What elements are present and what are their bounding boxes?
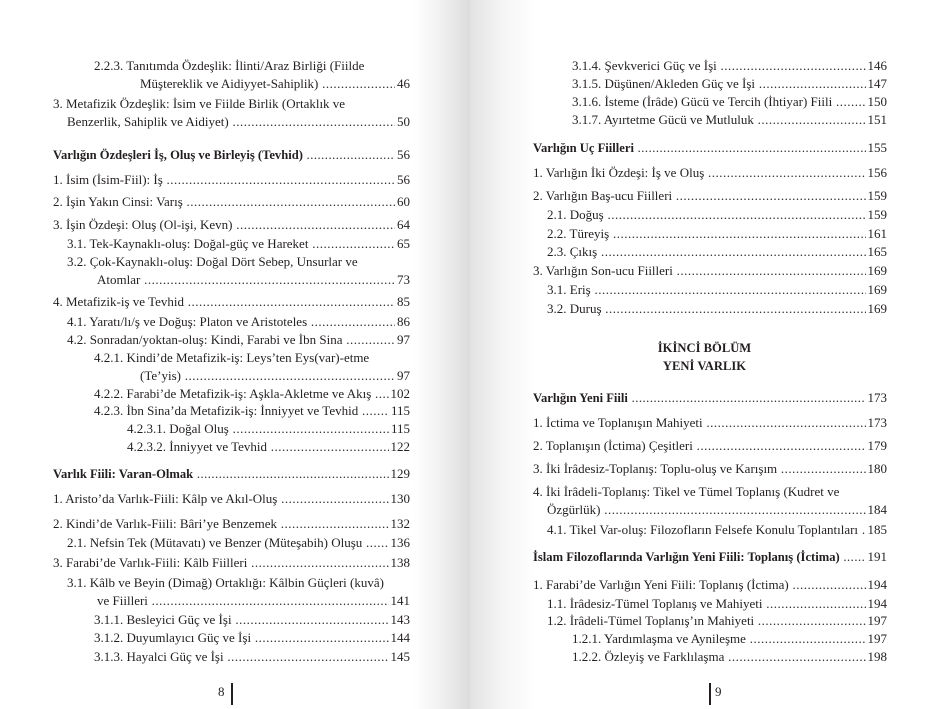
toc-entry[interactable] (67, 574, 410, 610)
toc-entry-title: ve Fiilleri ..... (97, 593, 410, 608)
toc-entry-title: Varlığın Özdeşleri İş, Oluş ve Birleyiş (Tevhid) ..... (53, 148, 410, 162)
toc-entry-title: 3.2. Çok-Kaynaklı-oluş: Doğal Dört Sebep, Unsurlar ve (67, 254, 358, 269)
toc-entry-title: 3. Varlığın Son-ucu Fiilleri ..... (533, 263, 887, 278)
toc-entry[interactable] (53, 554, 410, 572)
toc-entry-title: Müştereklik ve Aidiyyet-Sahiplik) ..... (140, 76, 410, 91)
toc-entry-title: 4.2.3. İbn Sina’da Metafizik-iş: İnniyyet ve Tevhid ..... (94, 403, 410, 418)
toc-entry-page: 50 (397, 114, 410, 129)
toc-entry-title: 4. İki İrâdeli-Toplanış: Tikel ve Tümel Toplanış (Kudret ve (533, 484, 840, 499)
toc-entry-page: 65 (397, 236, 410, 251)
toc-entry-title: 3.1.4. Şevkverici Güç ve İşi ..... (572, 58, 887, 73)
toc-entry[interactable] (547, 300, 887, 318)
toc-entry[interactable] (547, 595, 887, 613)
toc-section-heading[interactable] (533, 139, 887, 157)
toc-entry-title: 2. İşin Yakın Cinsi: Varış ..... (53, 194, 410, 209)
toc-entry[interactable] (67, 313, 410, 331)
toc-entry[interactable] (572, 93, 887, 111)
toc-entry-title: 4.2.2. Farabi’de Metafizik-iş: Aşkla-Akletme ve Akış ..... (94, 386, 410, 401)
toc-entry[interactable] (127, 420, 410, 438)
toc-entry-page: 60 (397, 194, 410, 209)
toc-entry[interactable] (94, 349, 410, 385)
toc-entry-page: 180 (867, 461, 887, 476)
toc-entry[interactable] (53, 515, 410, 533)
toc-entry[interactable] (547, 521, 887, 539)
toc-entry-title: 1. Farabi’de Varlığın Yeni Fiili: Toplanış (İctima) ..... (533, 577, 887, 592)
toc-entry-title: Varlığın Yeni Fiili ..... (533, 391, 887, 405)
toc-entry-page: 56 (397, 172, 410, 187)
toc-entry-page: 130 (390, 491, 410, 506)
toc-entry-title: Atomlar ..... (97, 272, 410, 287)
toc-entry[interactable] (94, 385, 410, 403)
toc-entry-page: 197 (867, 631, 887, 646)
toc-entry-page: 191 (867, 549, 887, 564)
toc-entry-page: 97 (397, 368, 410, 383)
toc-entry[interactable] (547, 243, 887, 261)
toc-entry-page: 155 (867, 140, 887, 155)
toc-section-heading[interactable] (533, 548, 887, 566)
toc-entry[interactable] (67, 331, 410, 349)
toc-entry-page: 165 (867, 244, 887, 259)
toc-entry-title: 1.2. İrâdeli-Tümel Toplanış’ın Mahiyeti ..... (547, 613, 887, 628)
toc-entry[interactable] (53, 171, 410, 189)
toc-entry-page: 86 (397, 314, 410, 329)
toc-entry-page: 73 (397, 272, 410, 287)
toc-entry-page: 151 (867, 112, 887, 127)
toc-entry[interactable] (547, 281, 887, 299)
toc-entry-title: 3.1.2. Duyumlayıcı Güç ve İşi ..... (94, 630, 410, 645)
toc-entry[interactable] (547, 612, 887, 630)
toc-entry[interactable] (94, 402, 410, 420)
toc-entry[interactable] (94, 648, 410, 666)
toc-entry[interactable] (533, 460, 887, 478)
toc-entry-page: 169 (867, 301, 887, 316)
toc-entry-title: 2.1. Nefsin Tek (Mütavatı) ve Benzer (Müteşabih) Oluşu ..... (67, 535, 410, 550)
toc-entry-title: 3. Metafizik Özdeşlik: İsim ve Fiilde Birlik (Ortaklık ve (53, 96, 346, 111)
toc-entry-title: 3.1.3. Hayalci Güç ve İşi ..... (94, 649, 410, 664)
toc-entry[interactable] (547, 206, 887, 224)
toc-entry-page: 136 (390, 535, 410, 550)
toc-entry-title: 3.1.1. Besleyici Güç ve İşi ..... (94, 612, 410, 627)
toc-entry-title: 4.1. Yaratı/lı/ş ve Doğuş: Platon ve Aristoteles ..... (67, 314, 410, 329)
toc-entry-page: 141 (390, 593, 410, 608)
toc-entry-page: 173 (867, 390, 887, 405)
toc-entry-title: 3. Farabi’de Varlık-Fiili: Kâlb Fiilleri ..... (53, 555, 410, 570)
toc-entry[interactable] (53, 490, 410, 508)
toc-entry[interactable] (94, 629, 410, 647)
toc-entry-page: 184 (867, 502, 887, 517)
toc-entry-title: 4.1. Tikel Var-oluş: Filozofların Felsefe Konulu Toplantıları ..... (547, 522, 887, 537)
toc-entry-page: 85 (397, 294, 410, 309)
toc-entry[interactable] (572, 630, 887, 648)
toc-entry-title: Varlığın Uç Fiilleri ..... (533, 141, 887, 155)
page-number: 8 (218, 684, 225, 699)
toc-entry-title: 3.1. Kâlb ve Beyin (Dimağ) Ortaklığı: Kâlbin Güçleri (kuvâ) (67, 575, 384, 590)
folio-divider (709, 683, 711, 705)
toc-entry[interactable] (572, 648, 887, 666)
toc-entry-title: 4. Metafizik-iş ve Tevhid ..... (53, 294, 410, 309)
toc-entry-title: 3. İşin Özdeşi: Oluş (Ol-işi, Kevn) ..... (53, 217, 410, 232)
toc-entry[interactable] (533, 414, 887, 432)
toc-entry-title: 4.2.3.2. İnniyyet ve Tevhid ..... (127, 439, 410, 454)
toc-entry-page: 198 (867, 649, 887, 664)
toc-entry-page: 143 (390, 612, 410, 627)
toc-section-heading[interactable] (53, 146, 410, 164)
toc-entry-page: 150 (867, 94, 887, 109)
toc-entry-page: 46 (397, 76, 410, 91)
chapter-label: İKİNCİ BÖLÜM (657, 341, 752, 355)
toc-entry-title: 3. İki İrâdesiz-Toplanış: Toplu-oluş ve Karışım ..... (533, 461, 887, 476)
toc-entry-title: 1.2.2. Özleyiş ve Farklılaşma ..... (572, 649, 887, 664)
toc-entry[interactable] (572, 111, 887, 129)
toc-entry-page: 146 (867, 58, 887, 73)
toc-entry-title: 1. Aristo’da Varlık-Fiili: Kâlp ve Akıl-Oluş ..... (53, 491, 410, 506)
toc-entry-page: 169 (867, 263, 887, 278)
toc-entry[interactable] (572, 57, 887, 75)
toc-entry[interactable] (533, 262, 887, 280)
toc-entry-page: 122 (390, 439, 410, 454)
toc-entry-page: 179 (867, 438, 887, 453)
toc-entry[interactable] (533, 187, 887, 205)
toc-entry-title: 3.2. Duruş ..... (547, 301, 887, 316)
toc-entry-title: İslam Filozoflarında Varlığın Yeni Fiili: Toplanış (İctima) ..... (533, 550, 887, 564)
toc-entry[interactable] (533, 483, 887, 519)
toc-entry[interactable] (53, 95, 410, 131)
toc-entry-page: 147 (867, 76, 887, 91)
toc-entry[interactable] (94, 57, 410, 93)
toc-entry-title: 3.1. Tek-Kaynaklı-oluş: Doğal-güç ve Hareket ..... (67, 236, 410, 251)
toc-entry-page: 115 (390, 421, 410, 436)
toc-entry-page: 169 (867, 282, 887, 297)
toc-entry-title: 3.1.7. Ayırtetme Gücü ve Mutluluk ..... (572, 112, 887, 127)
toc-entry[interactable] (94, 611, 410, 629)
right-page (470, 0, 939, 709)
toc-entry-title: 1. Varlığın İki Özdeşi: İş ve Oluş ..... (533, 165, 887, 180)
toc-entry-title: 3.1. Eriş ..... (547, 282, 887, 297)
toc-entry-title: Benzerlik, Sahiplik ve Aidiyet) ..... (67, 114, 410, 129)
toc-entry[interactable] (53, 293, 410, 311)
toc-entry[interactable] (533, 164, 887, 182)
toc-entry-page: 197 (867, 613, 887, 628)
toc-entry-title: 1.1. İrâdesiz-Tümel Toplanış ve Mahiyeti ..... (547, 596, 887, 611)
toc-entry-page: 56 (397, 147, 410, 162)
toc-entry-page: 194 (867, 577, 887, 592)
folio-divider (231, 683, 233, 705)
toc-entry-page: 161 (867, 226, 887, 241)
toc-entry[interactable] (547, 225, 887, 243)
toc-entry-title: 4.2. Sonradan/yoktan-oluş: Kindi, Farabi ve İbn Sina ..... (67, 332, 410, 347)
toc-entry-title: 1. İsim (İsim-Fiil): İş ..... (53, 172, 410, 187)
toc-entry[interactable] (53, 193, 410, 211)
toc-entry-title: Varlık Fiili: Varan-Olmak ..... (53, 467, 410, 481)
toc-entry-title: 3.1.5. Düşünen/Akleden Güç ve İşi ..... (572, 76, 887, 91)
toc-entry-page: 138 (390, 555, 410, 570)
toc-entry[interactable] (67, 534, 410, 552)
toc-entry-title: 2.1. Doğuş ..... (547, 207, 887, 222)
toc-entry-page: 144 (390, 630, 410, 645)
toc-entry[interactable] (533, 437, 887, 455)
toc-entry-page: 145 (390, 649, 410, 664)
toc-entry-page: 132 (390, 516, 410, 531)
toc-entry-title: 2.2.3. Tanıtımda Özdeşlik: İlinti/Araz Birliği (Fiilde (94, 58, 365, 73)
toc-entry-title: 1. İctima ve Toplanışın Mahiyeti ..... (533, 415, 887, 430)
toc-section-heading[interactable] (533, 389, 887, 407)
toc-entry-title: 2. Toplanışın (İctima) Çeşitleri ..... (533, 438, 887, 453)
toc-entry[interactable] (53, 216, 410, 234)
toc-entry-title: 1.2.1. Yardımlaşma ve Aynileşme ..... (572, 631, 887, 646)
toc-entry-title: 4.2.1. Kindi’de Metafizik-iş: Leys’ten Eys(var)-etme (94, 350, 370, 365)
toc-entry-page: 64 (397, 217, 410, 232)
toc-entry-title: Özgürlük) ..... (547, 502, 887, 517)
toc-entry-title: 4.2.3.1. Doğal Oluş ..... (127, 421, 410, 436)
chapter-title: YENİ VARLIK (662, 359, 747, 373)
toc-entry-page: 102 (390, 386, 410, 401)
toc-entry[interactable] (533, 576, 887, 594)
toc-entry-page: 159 (867, 188, 887, 203)
toc-entry-page: 173 (867, 415, 887, 430)
toc-entry-page: 185 (867, 522, 887, 537)
toc-section-heading[interactable] (53, 465, 410, 483)
toc-entry[interactable] (67, 235, 410, 253)
toc-entry[interactable] (127, 438, 410, 456)
toc-entry-page: 115 (390, 403, 410, 418)
toc-entry-title: 2. Kindi’de Varlık-Fiili: Bâri’ye Benzemek ..... (53, 516, 410, 531)
toc-entry-title: 3.1.6. İsteme (İrâde) Gücü ve Tercih (İhtiyar) Fiili ..... (572, 94, 887, 109)
toc-entry-title: (Te’yis) ..... (140, 368, 410, 383)
toc-entry[interactable] (67, 253, 410, 289)
toc-entry-page: 156 (867, 165, 887, 180)
toc-entry-title: 2. Varlığın Baş-ucu Fiilleri ..... (533, 188, 887, 203)
toc-entry-page: 129 (390, 466, 410, 481)
toc-entry-page: 194 (867, 596, 887, 611)
toc-entry-page: 97 (397, 332, 410, 347)
toc-entry-title: 2.2. Türeyiş ..... (547, 226, 887, 241)
toc-entry-title: 2.3. Çıkış ..... (547, 244, 887, 259)
page-number: 9 (715, 684, 722, 699)
toc-entry-page: 159 (867, 207, 887, 222)
toc-entry[interactable] (572, 75, 887, 93)
